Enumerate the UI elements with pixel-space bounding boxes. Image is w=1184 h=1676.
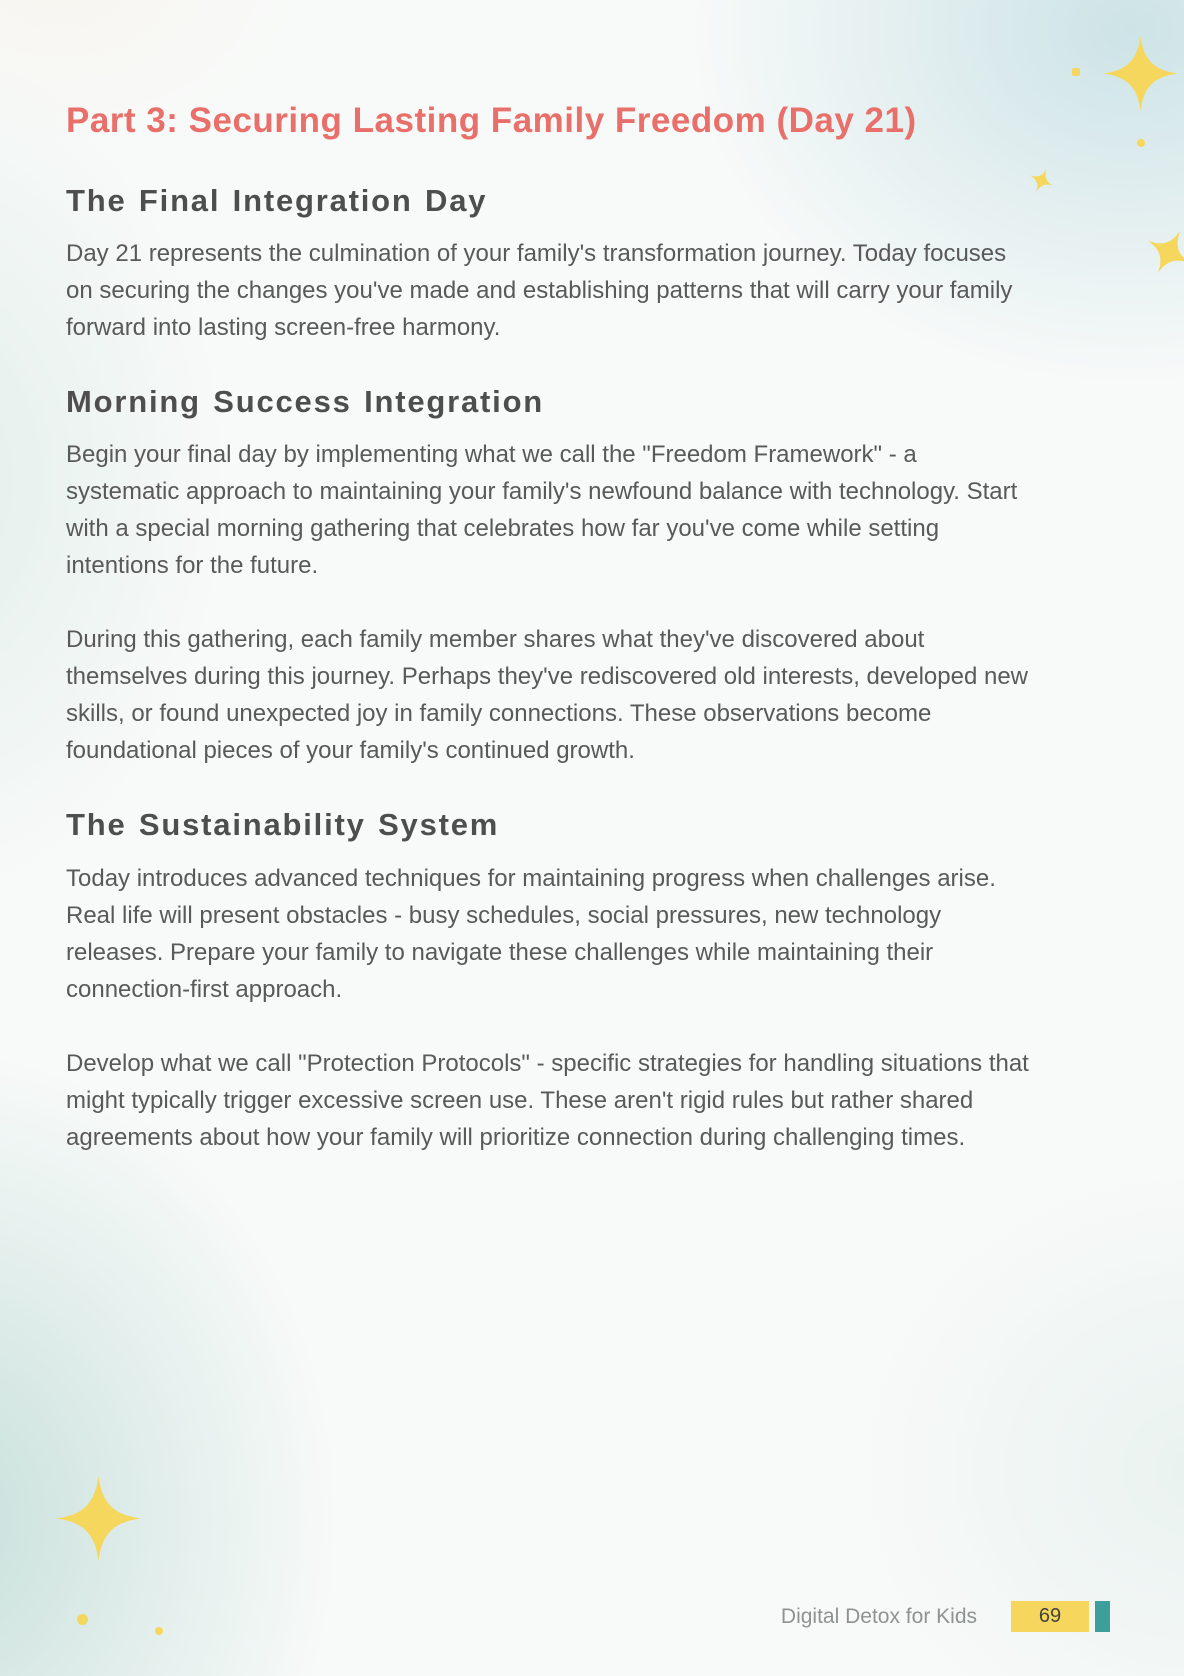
footer-book-title: Digital Detox for Kids <box>780 1604 977 1628</box>
sparkle-dot-bottom-left-1 <box>77 1614 88 1625</box>
section-sustainability-system <box>66 806 1034 1155</box>
footer-accent-bar <box>1095 1601 1110 1632</box>
section-final-integration-day <box>66 182 1034 346</box>
section-morning-success-integration <box>66 383 1034 769</box>
page-footer <box>781 1601 1110 1632</box>
sparkle-dot-bottom-left-2 <box>155 1627 163 1635</box>
paragraph: Begin your final day by implementing what we call the "Freedom Framework" - a systematic approach to maintaining your family's newfound balance with technology. Start with a special morning gathering that celebrates how far you've come while setting intentions for the future. <box>66 441 1018 580</box>
part-title: Part 3: Securing Lasting Family Freedom (Day 21) <box>66 101 917 140</box>
paragraph: Today introduces advanced techniques for maintaining progress when challenges arise. Real life will present obstacles - busy schedules, social pressures, new technology releases. Prepare your family to navigate these challenges while maintaining their connection-first approach. <box>66 864 996 1003</box>
section-heading: Morning Success Integration <box>66 384 545 420</box>
paragraph: Day 21 represents the culmination of your family's transformation journey. Today focuses on securing the changes you've made and establishing patterns that will carry your family forward into lasting screen-free harmony. <box>66 240 1013 342</box>
page-number-badge: 69 <box>1011 1601 1089 1632</box>
section-heading: The Sustainability System <box>66 807 500 843</box>
paragraph: Develop what we call "Protection Protocols" - specific strategies for handling situations that might typically trigger excessive screen use. These aren't rigid rules but rather shared agreements about how your family will prioritize connection during challenging times. <box>66 1049 1029 1151</box>
paragraph: During this gathering, each family member shares what they've discovered about themselves during this journey. Perhaps they've rediscovered old interests, developed new skills, or found unexpected joy in family connections. These observations become foundational pieces of your family's continued growth. <box>66 626 1029 765</box>
sparkle-icon-large-bottom-left <box>56 1476 141 1561</box>
section-heading: The Final Integration Day <box>66 183 488 218</box>
